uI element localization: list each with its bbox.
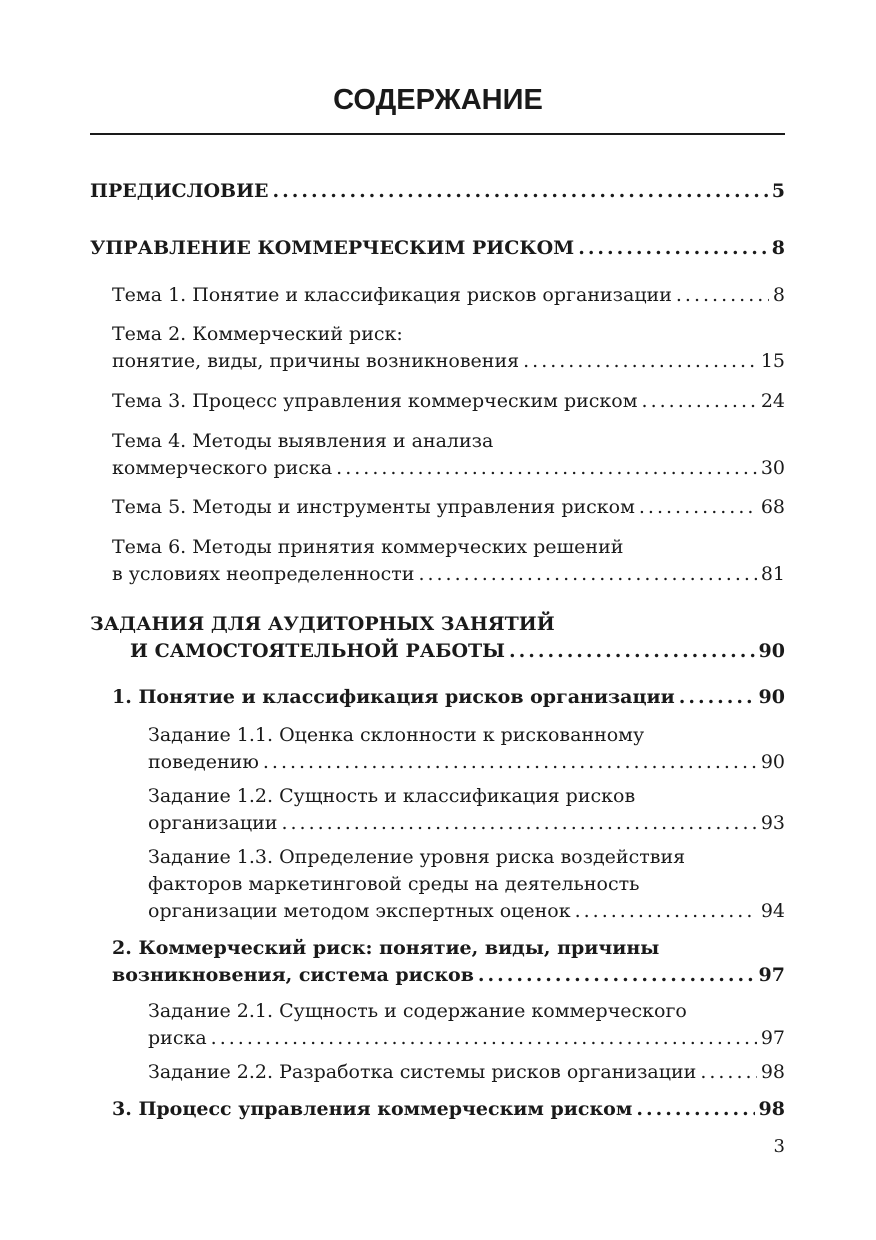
dot-leader: [263, 749, 757, 776]
toc-entry-topic-2[interactable]: [90, 321, 785, 375]
toc-page-number: 8: [771, 237, 785, 259]
toc-page-number: 98: [760, 1061, 785, 1083]
toc-entry-title: УПРАВЛЕНИЕ КОММЕРЧЕСКИМ РИСКОМ: [90, 237, 575, 259]
toc-entry-title-cont: поведению: [148, 751, 259, 773]
dot-leader: [509, 638, 755, 665]
toc-page-number: 90: [758, 686, 785, 708]
toc-entry-topic-1[interactable]: [90, 282, 785, 309]
title-divider: [90, 133, 785, 135]
dot-leader: [418, 561, 756, 588]
toc-entry-task-1-3[interactable]: [90, 844, 785, 925]
dot-leader: [639, 494, 757, 521]
dot-leader: [676, 282, 769, 309]
toc-page-number: 30: [760, 457, 785, 479]
toc-entry-title-cont: организации: [148, 812, 278, 834]
toc-entry-task-1-2[interactable]: [90, 783, 785, 837]
toc-page-number: 98: [758, 1098, 785, 1120]
toc-page-number: 5: [771, 180, 785, 202]
toc-page-number: 8: [772, 284, 785, 306]
toc-entry-topic-5[interactable]: [90, 494, 785, 521]
toc-entry-title-cont: И САМОСТОЯТЕЛЬНОЙ РАБОТЫ: [130, 640, 505, 662]
toc-entry-part-2[interactable]: [90, 611, 785, 665]
dot-leader: [336, 455, 757, 482]
dot-leader: [281, 810, 756, 837]
toc-entry-title: 1. Понятие и классификация рисков организации: [112, 686, 675, 708]
toc-entry-title: Задание 2.2. Разработка системы рисков организации: [148, 1061, 697, 1083]
toc-page-number: 15: [760, 350, 785, 372]
dot-leader: [642, 388, 757, 415]
toc-entry-title-cont: организации методом экспертных оценок: [148, 900, 571, 922]
toc-page-number: 24: [760, 390, 785, 412]
toc-entry-title: Тема 1. Понятие и классификация рисков организации: [112, 284, 672, 306]
dot-leader: [700, 1059, 757, 1086]
toc-page-number: 90: [760, 751, 785, 773]
toc-entry-title: Тема 3. Процесс управления коммерческим риском: [112, 390, 638, 412]
toc-entry-title: Задание 1.2. Сущность и классификация рисков: [148, 785, 636, 807]
toc-entry-title: Задание 1.1. Оценка склонности к рискованному: [148, 724, 645, 746]
dot-leader: [578, 235, 768, 262]
dot-leader: [575, 898, 757, 925]
toc-entry-title-cont: возникновения, система рисков: [112, 964, 474, 986]
toc-entry-part-1[interactable]: [90, 235, 785, 262]
dot-leader: [211, 1025, 757, 1052]
page-title: СОДЕРЖАНИЕ: [333, 84, 543, 116]
toc-entry-title-cont: в условиях неопределенности: [112, 563, 415, 585]
toc-entry-topic-6[interactable]: [90, 534, 785, 588]
toc-entry-title: Тема 6. Методы принятия коммерческих решений: [112, 536, 624, 558]
toc-entry-title: ПРЕДИСЛОВИЕ: [90, 180, 269, 202]
toc-entry-section-3[interactable]: [90, 1096, 785, 1123]
toc-entry-title: Тема 2. Коммерческий риск:: [112, 323, 403, 345]
toc-entry-title: 2. Коммерческий риск: понятие, виды, причины: [112, 937, 660, 959]
toc-entry-title: Тема 4. Методы выявления и анализа: [112, 430, 494, 452]
toc-entry-section-1[interactable]: [90, 684, 785, 711]
toc-entry-title: Задание 2.1. Сущность и содержание коммерческого: [148, 1000, 687, 1022]
toc-entry-title: Тема 5. Методы и инструменты управления риском: [112, 496, 635, 518]
toc-entry-title: Задание 1.3. Определение уровня риска воздействия: [148, 846, 686, 868]
toc-entry-preface[interactable]: [90, 178, 785, 205]
toc-entry-title-cont: риска: [148, 1027, 207, 1049]
toc-page-number: 94: [760, 900, 785, 922]
toc-entry-title: ЗАДАНИЯ ДЛЯ АУДИТОРНЫХ ЗАНЯТИЙ: [90, 613, 555, 635]
dot-leader: [636, 1096, 754, 1123]
toc-entry-title-cont: коммерческого риска: [112, 457, 333, 479]
dot-leader: [523, 348, 757, 375]
toc-page-number: 90: [758, 640, 785, 662]
toc-entry-topic-3[interactable]: [90, 388, 785, 415]
dot-leader: [478, 962, 755, 989]
toc-entry-section-2[interactable]: [90, 935, 785, 989]
toc-page-number: 68: [760, 496, 785, 518]
toc-entry-title: 3. Процесс управления коммерческим риском: [112, 1098, 633, 1120]
toc-entry-task-1-1[interactable]: [90, 722, 785, 776]
dot-leader: [679, 684, 755, 711]
toc-page-number: 97: [758, 964, 785, 986]
toc-entry-task-2-1[interactable]: [90, 998, 785, 1052]
page-number: 3: [773, 1136, 785, 1157]
toc-entry-task-2-2[interactable]: [90, 1059, 785, 1086]
dot-leader: [273, 178, 768, 205]
toc-entry-title-cont: понятие, виды, причины возникновения: [112, 350, 520, 372]
toc-entry-topic-4[interactable]: [90, 428, 785, 482]
toc-entry-title-cont: факторов маркетинговой среды на деятельность: [148, 873, 640, 895]
toc-page-number: 81: [760, 563, 785, 585]
toc-page-number: 97: [760, 1027, 785, 1049]
toc-page-number: 93: [760, 812, 785, 834]
